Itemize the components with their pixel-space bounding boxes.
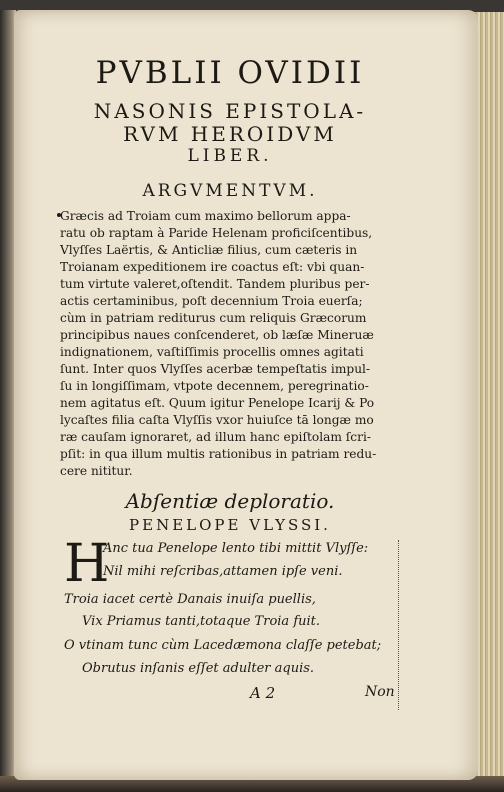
signature-mark: A 2 (250, 684, 276, 702)
argument-line: cùm in patriam rediturus cum reliquis Græcorum (60, 311, 367, 325)
verse-line: Troia iacet certè Danais inuiſa puellis, (64, 592, 316, 607)
title-line-3: RVM HEROIDVM (123, 122, 337, 146)
argument-line: principibus naues conſcenderet, ob læſæ Mineruæ (60, 328, 374, 342)
argument-heading: ARGVMENTVM. (142, 181, 318, 201)
argument-line: actis certaminibus, poſt decennium Troia euerſa; (60, 294, 363, 308)
argument-line: cere nititur. (60, 464, 133, 478)
verse-line: Vix Priamus tanti,totaque Troia fuit. (82, 614, 321, 629)
argument-line: indignationem, vaſtiſſimis procellis omnes agitati (60, 345, 364, 359)
argument-line: Troianam expeditionem ire coactus eſt: vbi quan- (60, 260, 365, 274)
argument-line: ræ cauſam ignoraret, ad illum hanc epiſtolam ſcri- (60, 430, 371, 444)
argument-line: Græcis ad Troiam cum maximo bellorum appa- (60, 209, 351, 223)
title-line-1: PVBLII OVIDII (95, 55, 365, 91)
section-subtitle: Abſentiæ deploratio. (125, 489, 335, 513)
argument-line: ſunt. Inter quos Vlyſſes acerbæ tempeſtatis impul- (60, 362, 371, 376)
argument-line: pſit: in qua illum multis rationibus in patriam redu- (60, 447, 377, 461)
verse-line: O vtinam tunc cùm Lacedæmona claſſe petebat; (64, 638, 382, 653)
verse-line: Obrutus inſanis eſſet adulter aquis. (82, 661, 315, 676)
title-line-4: LIBER. (187, 146, 273, 166)
drop-cap: H (64, 534, 110, 594)
margin-notes (398, 540, 409, 710)
verse-line: Anc tua Penelope lento tibi mittit Vlyſſe: (103, 541, 369, 556)
verse-line: Nil mihi reſcribas,attamen ipſe veni. (103, 564, 343, 579)
poem-heading: PENELOPE VLYSSI. (129, 516, 331, 534)
argument-line: ratu ob raptam à Paride Helenam proficiſcentibus, (60, 226, 373, 240)
argument-line: ſu in longiſſimam, vtpote decennem, peregrinatio- (60, 379, 369, 393)
catchword: Non (365, 684, 395, 700)
argument-line: tum virtute valeret,oſtendit. Tandem pluribus per- (60, 277, 370, 291)
argument-line: lycaſtes filia caſta Vlyſſis vxor huiuſce tā longæ mo (60, 413, 374, 427)
title-line-2: NASONIS EPISTOLA- (93, 99, 367, 123)
argument-line: nem agitatus eſt. Quum igitur Penelope Icarij & Po (60, 396, 375, 410)
argument-line: Vlyſſes Laërtis, & Anticliæ filius, cum cæteris in (60, 243, 358, 257)
